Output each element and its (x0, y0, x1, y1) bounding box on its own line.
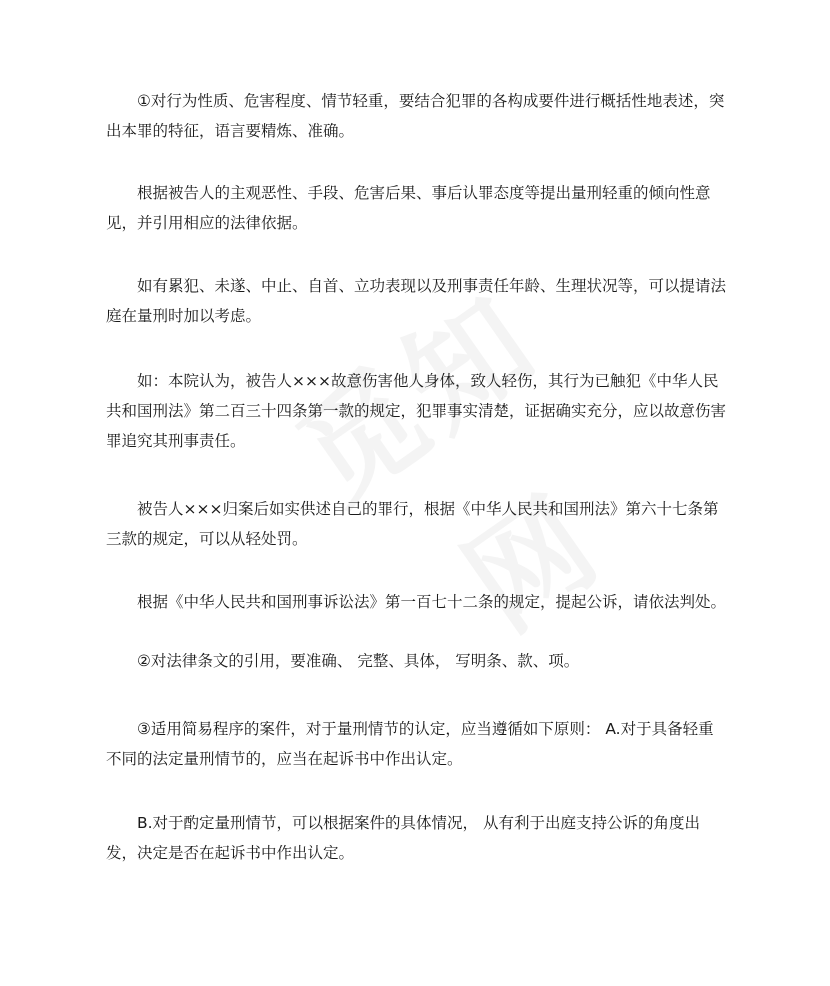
paragraph-2-text: 根据被告人的主观恶性、手段、危害后果、事后认罪态度等提出量刑轻重的倾向性意见，并引用相应的法律依据。 (106, 184, 711, 232)
paragraph-7 (106, 646, 728, 676)
paragraph-3 (106, 271, 728, 331)
paragraph-4 (106, 366, 728, 456)
paragraph-3-text: 如有累犯、未遂、中止、自首、立功表现以及刑事责任年龄、生理状况等，可以提请法庭在量刑时加以考虑。 (106, 277, 727, 325)
paragraph-5-text: 被告人×××归案后如实供述自己的罪行，根据《中华人民共和国刑法》第六十七条第三款的规定，可以从轻处罚。 (106, 500, 719, 548)
paragraph-2 (106, 178, 728, 238)
paragraph-8 (106, 714, 728, 774)
paragraph-6-text: 根据《中华人民共和国刑事诉讼法》第一百七十二条的规定，提起公诉，请依法判处。 (137, 593, 727, 611)
paragraph-6 (106, 587, 728, 617)
paragraph-4-text: 如：本院认为，被告人×××故意伤害他人身体，致人轻伤，其行为已触犯《中华人民共和国刑法》第二百三十四条第一款的规定，犯罪事实清楚，证据确实充分，应以故意伤害罪追究其刑事责任。 (106, 372, 727, 450)
paragraph-9 (106, 808, 728, 868)
paragraph-7-text: ②对法律条文的引用，要准确、 完整、具体， 写明条、款、项。 (137, 652, 580, 670)
paragraph-8-text: ③适用简易程序的案件，对于量刑情节的认定，应当遵循如下原则： A.对于具备轻重不同的法定量刑情节的，应当在起诉书中作出认定。 (106, 720, 714, 768)
paragraph-1 (106, 86, 728, 146)
paragraph-9-text: B.对于酌定量刑情节，可以根据案件的具体情况， 从有利于出庭支持公诉的角度出发，决定是否在起诉书中作出认定。 (106, 814, 700, 862)
paragraph-5 (106, 494, 728, 554)
paragraph-1-text: ①对行为性质、危害程度、情节轻重，要结合犯罪的各构成要件进行概括性地表述，突出本罪的特征，语言要精炼、准确。 (106, 92, 725, 140)
